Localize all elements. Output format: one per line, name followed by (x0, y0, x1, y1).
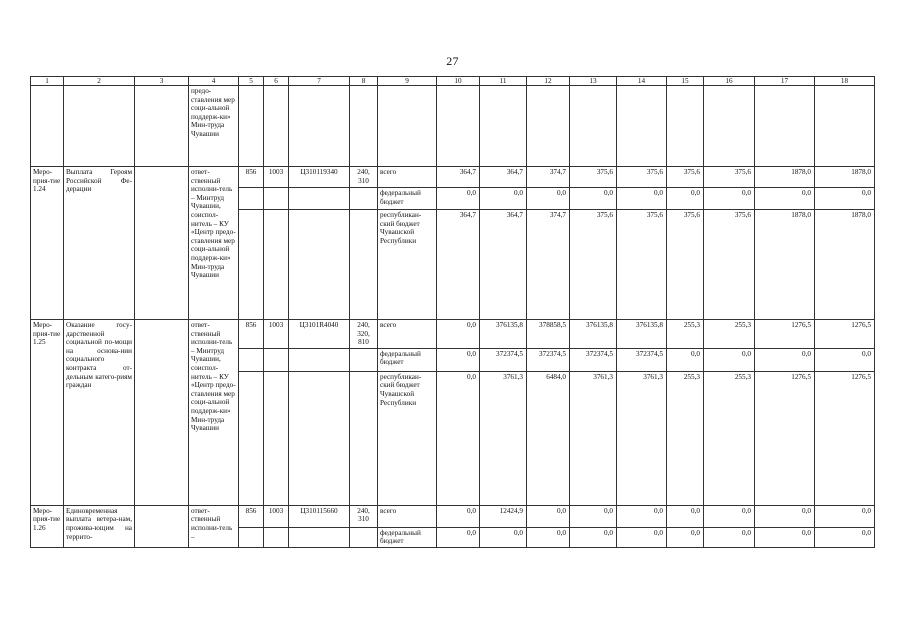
empty-cell (350, 371, 378, 505)
empty-cell (239, 371, 264, 505)
value-cell: 375,6 (704, 210, 755, 320)
event-name-cell: Выплата Героям Российской Фе-дерации (64, 167, 135, 320)
csr-cell: Ц310115660 (289, 505, 350, 527)
value-cell: 0,0 (617, 505, 667, 527)
value-cell: 1276,5 (755, 371, 815, 505)
empty-cell (289, 371, 350, 505)
col3-cell (135, 167, 189, 320)
header-cell: 9 (378, 77, 437, 86)
value-cell: 1276,5 (815, 320, 875, 349)
empty-cell (31, 86, 64, 167)
empty-cell (264, 371, 289, 505)
empty-cell (527, 86, 570, 167)
value-cell: 0,0 (667, 527, 704, 547)
empty-cell (667, 86, 704, 167)
header-cell: 13 (570, 77, 617, 86)
value-cell: 0,0 (704, 188, 755, 210)
empty-cell (378, 86, 437, 167)
rzpr-cell: 1003 (264, 320, 289, 349)
funding-source-cell: республикан-ский бюджет Чувашской Республики (378, 210, 437, 320)
empty-cell (815, 86, 875, 167)
value-cell: 0,0 (437, 527, 480, 547)
value-cell: 376135,8 (480, 320, 527, 349)
value-cell: 1878,0 (815, 167, 875, 188)
empty-cell (264, 86, 289, 167)
value-cell: 1878,0 (815, 210, 875, 320)
value-cell: 364,7 (437, 167, 480, 188)
header-row (31, 77, 875, 86)
executor-cell: ответ-ственный исполни-тель – Минтруд Чувашии, соиспол-нитель – КУ «Центр предо-ставления мер соци-альной поддерж-ки» Мин-труда Чувашии (189, 167, 239, 320)
value-cell: 255,3 (667, 320, 704, 349)
value-cell: 374,7 (527, 167, 570, 188)
value-cell: 375,6 (667, 210, 704, 320)
value-cell: 0,0 (755, 188, 815, 210)
value-cell: 1878,0 (755, 167, 815, 188)
header-cell: 1 (31, 77, 64, 86)
value-cell: 0,0 (815, 527, 875, 547)
value-cell: 3761,3 (480, 371, 527, 505)
header-cell: 16 (704, 77, 755, 86)
funding-source-cell: федеральный бюджет (378, 188, 437, 210)
vr-cell: 240, 310 (350, 167, 378, 188)
value-cell: 0,0 (755, 527, 815, 547)
continuation-row (31, 86, 875, 167)
empty-cell (264, 348, 289, 371)
rzpr-cell: 1003 (264, 167, 289, 188)
value-cell: 3761,3 (617, 371, 667, 505)
value-cell: 372374,5 (527, 348, 570, 371)
funding-source-cell: всего (378, 320, 437, 349)
empty-cell (239, 348, 264, 371)
value-cell: 255,3 (667, 371, 704, 505)
value-cell: 0,0 (704, 505, 755, 527)
value-cell: 255,3 (704, 320, 755, 349)
value-cell: 1878,0 (755, 210, 815, 320)
executor-cell: ответ-ственный исполни-тель – (189, 505, 239, 547)
empty-cell (289, 527, 350, 547)
value-cell: 0,0 (437, 505, 480, 527)
value-cell: 0,0 (570, 527, 617, 547)
empty-cell (239, 527, 264, 547)
empty-cell (289, 188, 350, 210)
value-cell: 0,0 (617, 188, 667, 210)
value-cell: 3761,3 (570, 371, 617, 505)
value-cell: 0,0 (755, 505, 815, 527)
table-row (31, 320, 875, 349)
value-cell: 0,0 (617, 527, 667, 547)
empty-cell (289, 86, 350, 167)
header-cell: 5 (239, 77, 264, 86)
empty-cell (264, 188, 289, 210)
empty-cell (135, 86, 189, 167)
empty-cell (289, 348, 350, 371)
event-cell: Меро-прия-тие 1.26 (31, 505, 64, 547)
value-cell: 375,6 (617, 167, 667, 188)
value-cell: 375,6 (617, 210, 667, 320)
funding-source-cell: федеральный бюджет (378, 527, 437, 547)
value-cell: 0,0 (437, 371, 480, 505)
empty-cell (350, 188, 378, 210)
csr-cell: Ц310119340 (289, 167, 350, 188)
executor-cell: предо-ставления мер соци-альной поддерж-ки» Мин-труда Чувашии (189, 86, 239, 167)
executor-cell: ответ-ственный исполни-тель – Минтруд Чувашии, соиспол-нитель – КУ «Центр предо-ставления мер соци-альной поддерж-ки» Мин-труда Чувашии (189, 320, 239, 506)
event-cell: Меро-прия-тие 1.25 (31, 320, 64, 506)
empty-cell (350, 210, 378, 320)
event-name-cell: Оказание госу-дарственной социальной по-мощи на основа-нии социального контракта от-дельным катего-риям граждан (64, 320, 135, 506)
header-cell: 3 (135, 77, 189, 86)
value-cell: 0,0 (667, 348, 704, 371)
empty-cell (64, 86, 135, 167)
value-cell: 0,0 (570, 505, 617, 527)
header-cell: 14 (617, 77, 667, 86)
header-cell: 7 (289, 77, 350, 86)
header-cell: 18 (815, 77, 875, 86)
value-cell: 0,0 (815, 505, 875, 527)
value-cell: 255,3 (704, 371, 755, 505)
header-cell: 2 (64, 77, 135, 86)
event-cell: Меро-прия-тие 1.24 (31, 167, 64, 320)
page-number: 27 (446, 54, 459, 68)
value-cell: 0,0 (480, 527, 527, 547)
value-cell: 375,6 (704, 167, 755, 188)
value-cell: 0,0 (755, 348, 815, 371)
empty-cell (264, 210, 289, 320)
grbs-cell: 856 (239, 320, 264, 349)
value-cell: 378858,5 (527, 320, 570, 349)
header-cell: 4 (189, 77, 239, 86)
value-cell: 375,6 (570, 167, 617, 188)
value-cell: 0,0 (667, 505, 704, 527)
value-cell: 12424,9 (480, 505, 527, 527)
value-cell: 0,0 (815, 348, 875, 371)
empty-cell (264, 527, 289, 547)
value-cell: 372374,5 (570, 348, 617, 371)
value-cell: 0,0 (527, 527, 570, 547)
value-cell: 0,0 (437, 348, 480, 371)
value-cell: 6484,0 (527, 371, 570, 505)
empty-cell (570, 86, 617, 167)
value-cell: 375,6 (570, 210, 617, 320)
empty-cell (239, 188, 264, 210)
value-cell: 0,0 (437, 320, 480, 349)
value-cell: 0,0 (527, 505, 570, 527)
empty-cell (239, 210, 264, 320)
value-cell: 364,7 (480, 167, 527, 188)
empty-cell (437, 86, 480, 167)
value-cell: 376135,8 (570, 320, 617, 349)
empty-cell (480, 86, 527, 167)
value-cell: 372374,5 (617, 348, 667, 371)
header-cell: 6 (264, 77, 289, 86)
header-cell: 15 (667, 77, 704, 86)
value-cell: 0,0 (704, 348, 755, 371)
funding-source-cell: федеральный бюджет (378, 348, 437, 371)
rzpr-cell: 1003 (264, 505, 289, 527)
col3-cell (135, 320, 189, 506)
value-cell: 0,0 (527, 188, 570, 210)
value-cell: 364,7 (437, 210, 480, 320)
empty-cell (289, 210, 350, 320)
value-cell: 374,7 (527, 210, 570, 320)
value-cell: 375,6 (667, 167, 704, 188)
value-cell: 1276,5 (815, 371, 875, 505)
value-cell: 0,0 (437, 188, 480, 210)
value-cell: 0,0 (480, 188, 527, 210)
value-cell: 0,0 (570, 188, 617, 210)
value-cell: 0,0 (815, 188, 875, 210)
grbs-cell: 856 (239, 505, 264, 527)
grbs-cell: 856 (239, 167, 264, 188)
header-cell: 8 (350, 77, 378, 86)
table-row (31, 167, 875, 188)
header-cell: 11 (480, 77, 527, 86)
table-row (31, 505, 875, 527)
header-cell: 10 (437, 77, 480, 86)
budget-table (30, 76, 875, 548)
empty-cell (239, 86, 264, 167)
value-cell: 372374,5 (480, 348, 527, 371)
value-cell: 0,0 (704, 527, 755, 547)
value-cell: 364,7 (480, 210, 527, 320)
empty-cell (350, 348, 378, 371)
vr-cell: 240, 320, 810 (350, 320, 378, 349)
empty-cell (617, 86, 667, 167)
empty-cell (350, 527, 378, 547)
col3-cell (135, 505, 189, 547)
empty-cell (350, 86, 378, 167)
header-cell: 17 (755, 77, 815, 86)
empty-cell (755, 86, 815, 167)
empty-cell (704, 86, 755, 167)
vr-cell: 240, 310 (350, 505, 378, 527)
funding-source-cell: всего (378, 505, 437, 527)
event-name-cell: Единовременная выплата ветера-нам, прожива-ющим на террито- (64, 505, 135, 547)
funding-source-cell: республикан-ский бюджет Чувашской Республики (378, 371, 437, 505)
value-cell: 1276,5 (755, 320, 815, 349)
value-cell: 0,0 (667, 188, 704, 210)
csr-cell: Ц3101R4040 (289, 320, 350, 349)
funding-source-cell: всего (378, 167, 437, 188)
value-cell: 376135,8 (617, 320, 667, 349)
header-cell: 12 (527, 77, 570, 86)
